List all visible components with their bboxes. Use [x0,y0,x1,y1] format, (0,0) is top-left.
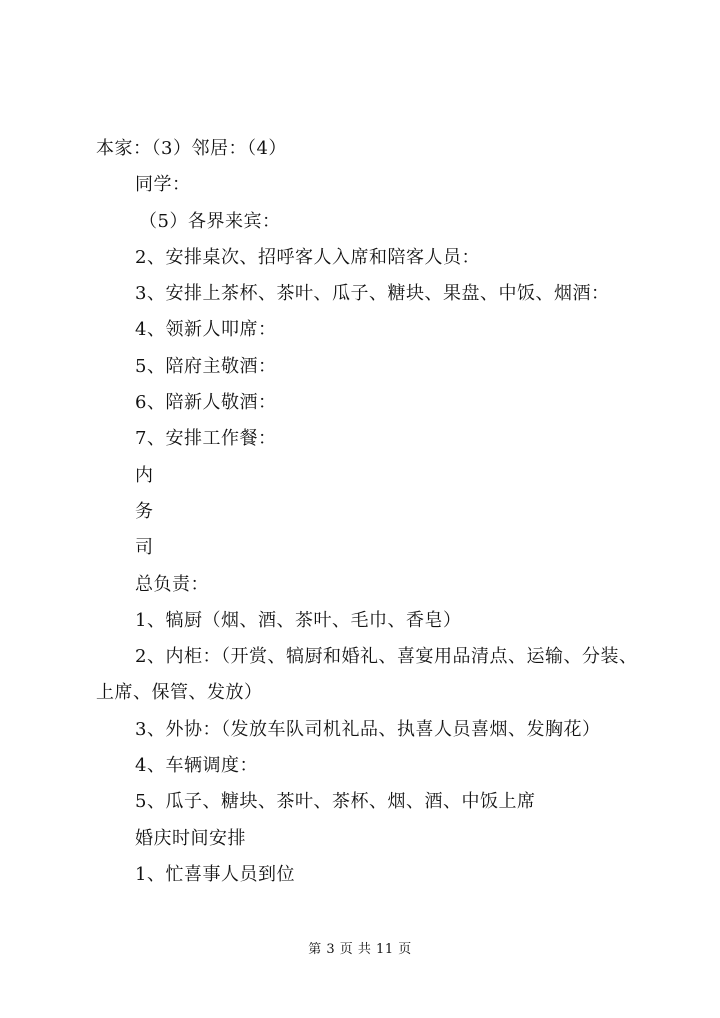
text-line-15: 2、内柜：（开赏、犒厨和婚礼、喜宴用品清点、运输、分装、 [135,646,638,668]
text-line-6: 4、领新人叩席： [135,319,277,341]
text-line-8: 6、陪新人敬酒： [135,392,277,414]
text-line-19: 5、瓜子、糖块、茶叶、茶杯、烟、酒、中饭上席 [135,791,536,813]
document-body [96,131,656,893]
text-line-5: 3、安排上茶杯、茶叶、瓜子、糖块、果盘、中饭、烟酒： [135,283,610,305]
text-line-12: 司 [135,537,154,559]
text-line-21: 1、忙喜事人员到位 [135,863,295,885]
text-line-3: （5）各界来宾： [139,210,281,232]
page-footer: 第 3 页 共 11 页 [308,942,412,957]
text-line-7: 5、陪府主敬酒： [135,355,277,377]
text-line-16: 上席、保管、发放） [96,682,263,704]
text-line-10: 内 [135,464,154,486]
text-line-11: 务 [135,500,154,522]
text-line-18: 4、车辆调度： [135,755,258,777]
text-line-20: 婚庆时间安排 [135,827,246,849]
text-line-13: 总负责： [135,573,209,595]
text-line-2: 同学： [135,174,191,196]
text-line-1: 本家：（3）邻居：（4） [96,138,287,159]
text-line-17: 3、外协：（发放车队司机礼品、执喜人员喜烟、发胸花） [135,718,601,740]
text-line-4: 2、安排桌次、招呼客人入席和陪客人员： [135,246,480,268]
text-line-14: 1、犒厨（烟、酒、茶叶、毛巾、香皂） [135,609,462,631]
text-line-9: 7、安排工作餐： [135,428,277,450]
